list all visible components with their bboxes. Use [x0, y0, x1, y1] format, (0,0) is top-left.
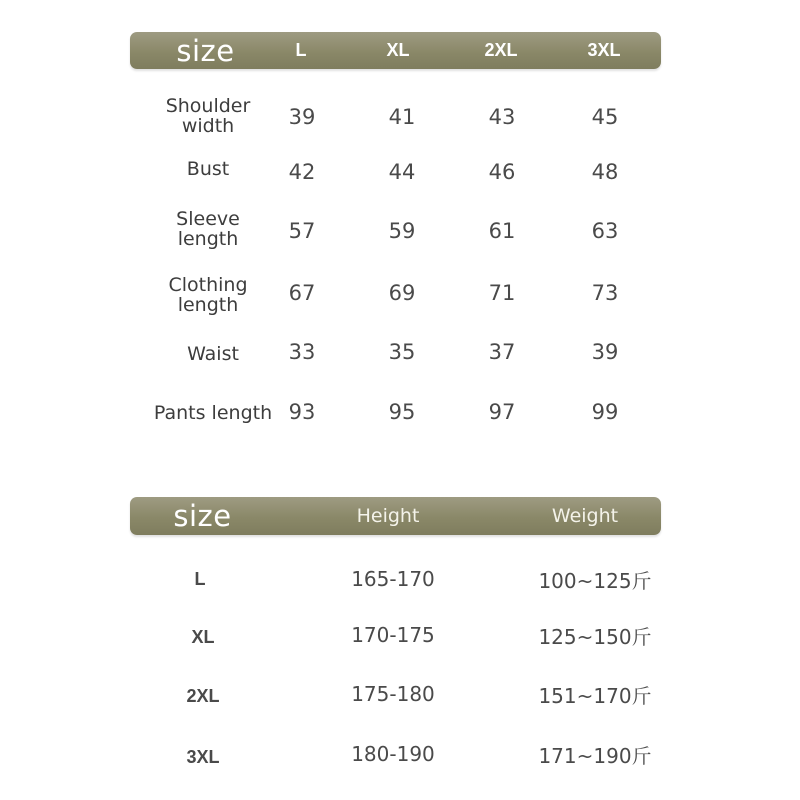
- value-cell: 42: [288, 160, 316, 184]
- size-chart-header-bar: [130, 32, 661, 69]
- header-size-2xl: 2XL: [484, 40, 518, 60]
- row-label-pants-length: Pants length: [153, 402, 273, 424]
- value-cell: 33: [288, 340, 316, 364]
- row-label-bust: Bust: [186, 158, 230, 180]
- fit-size-cell: L: [194, 568, 206, 589]
- row-label-shoulder-width: Shoulder width: [165, 95, 251, 137]
- value-cell: 57: [288, 219, 316, 243]
- fit-size-cell: XL: [191, 626, 215, 647]
- fit-weight-cell: 171~190斤: [538, 743, 652, 768]
- header-height: Height: [356, 505, 420, 527]
- value-cell: 95: [388, 400, 416, 424]
- value-cell: 44: [388, 160, 416, 184]
- size-header-label: size: [173, 499, 232, 533]
- value-cell: 71: [488, 281, 516, 305]
- fit-height-cell: 165-170: [351, 567, 435, 591]
- value-cell: 97: [488, 400, 516, 424]
- value-cell: 67: [288, 281, 316, 305]
- row-label-sleeve-length: Sleeve length: [176, 208, 240, 250]
- fit-height-cell: 175-180: [351, 682, 435, 706]
- fit-weight-cell: 151~170斤: [538, 683, 652, 708]
- value-cell: 41: [388, 105, 416, 129]
- value-cell: 39: [288, 105, 316, 129]
- value-cell: 46: [488, 160, 516, 184]
- value-cell: 43: [488, 105, 516, 129]
- fit-chart-header-bar: [130, 497, 661, 535]
- header-size-3xl: 3XL: [587, 40, 621, 60]
- value-cell: 73: [591, 281, 619, 305]
- header-weight: Weight: [551, 505, 619, 527]
- row-label-clothing-length: Clothing length: [168, 274, 248, 316]
- value-cell: 48: [591, 160, 619, 184]
- value-cell: 45: [591, 105, 619, 129]
- fit-height-cell: 180-190: [351, 742, 435, 766]
- header-size-l: L: [295, 40, 307, 60]
- value-cell: 69: [388, 281, 416, 305]
- value-cell: 99: [591, 400, 619, 424]
- fit-weight-cell: 100~125斤: [538, 568, 652, 593]
- value-cell: 93: [288, 400, 316, 424]
- value-cell: 63: [591, 219, 619, 243]
- fit-height-cell: 170-175: [351, 623, 435, 647]
- fit-size-cell: 3XL: [186, 746, 220, 767]
- value-cell: 37: [488, 340, 516, 364]
- value-cell: 59: [388, 219, 416, 243]
- fit-size-cell: 2XL: [186, 685, 220, 706]
- value-cell: 39: [591, 340, 619, 364]
- size-header-label: size: [176, 33, 235, 68]
- value-cell: 61: [488, 219, 516, 243]
- header-size-xl: XL: [386, 40, 410, 60]
- row-label-waist: Waist: [187, 343, 239, 365]
- fit-weight-cell: 125~150斤: [538, 624, 652, 649]
- value-cell: 35: [388, 340, 416, 364]
